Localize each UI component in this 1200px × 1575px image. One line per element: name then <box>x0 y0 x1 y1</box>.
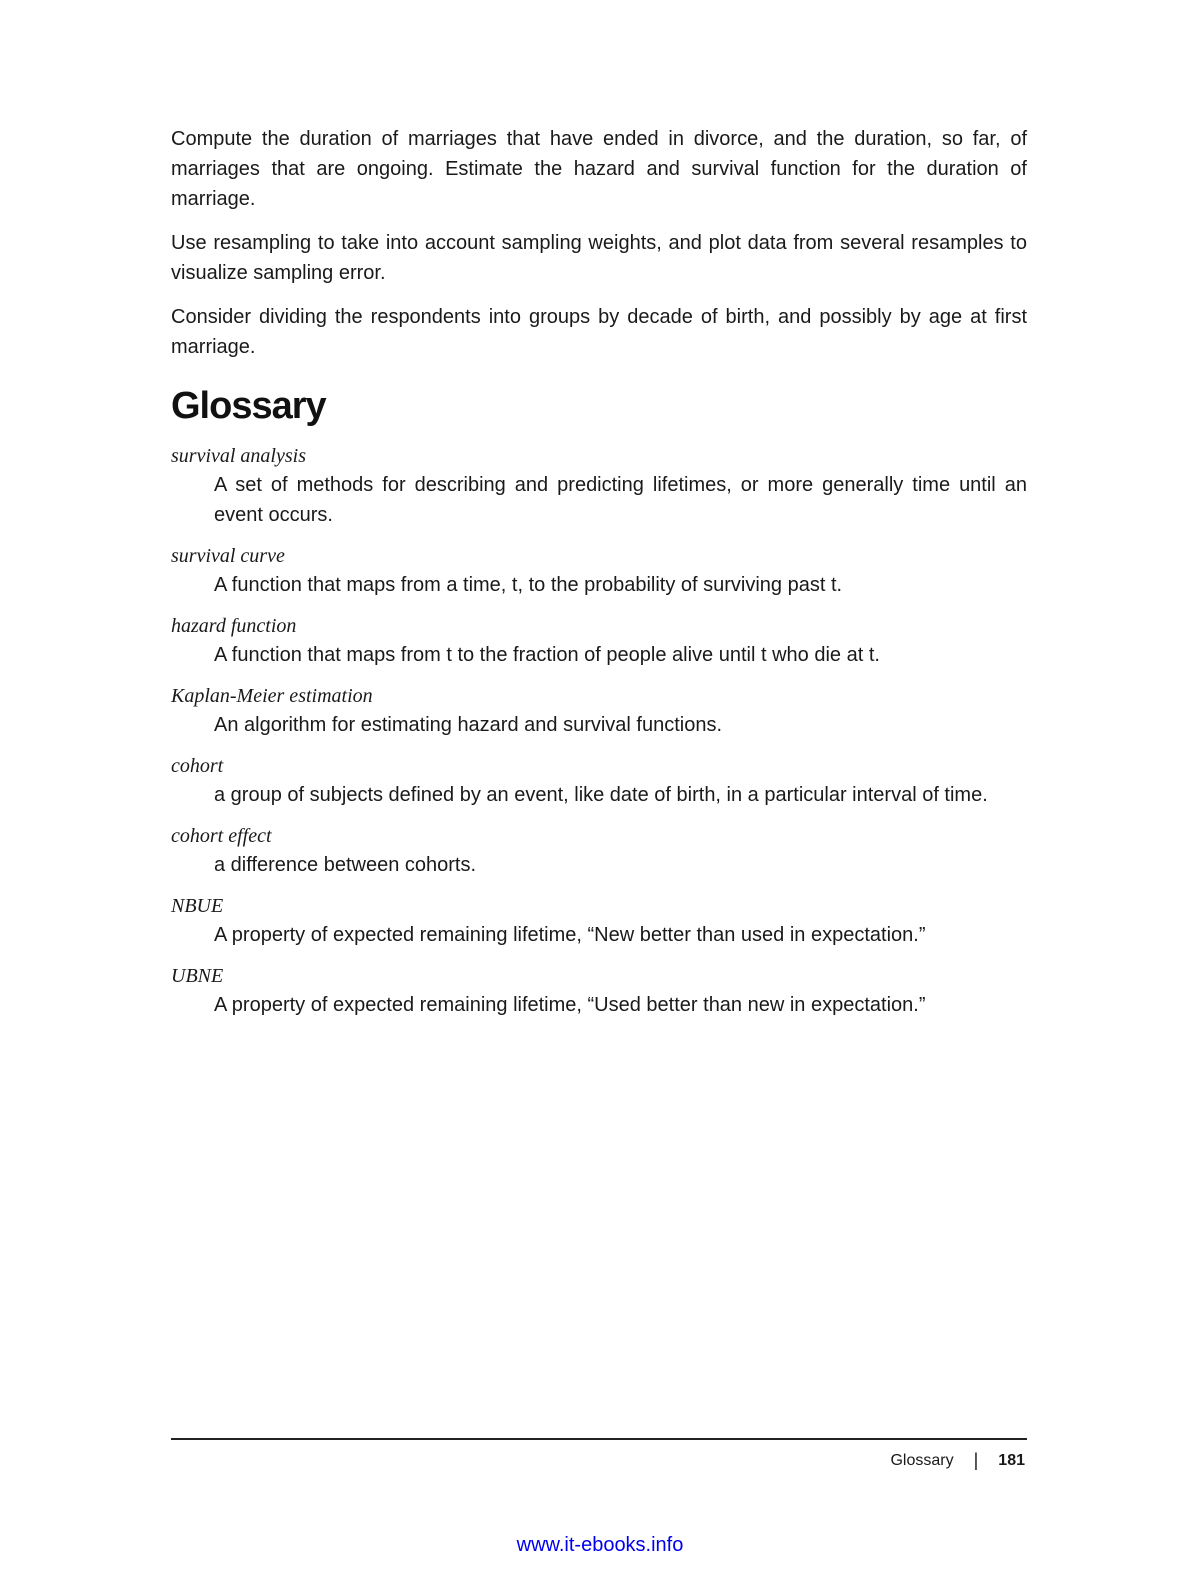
glossary-entry <box>171 682 1027 740</box>
footer-divider <box>171 1438 1027 1440</box>
glossary-term: Kaplan-Meier estimation <box>171 685 373 707</box>
glossary-entry <box>171 892 1027 950</box>
intro-paragraph-3: Consider dividing the respondents into groups by decade of birth, and possibly by age at first marriage. <box>171 306 1027 358</box>
glossary-definition: A property of expected remaining lifetime, “Used better than new in expectation.” <box>214 994 926 1016</box>
glossary-heading: Glossary <box>171 385 326 427</box>
glossary-entry <box>171 962 1027 1020</box>
glossary-definition: A property of expected remaining lifetime, “New better than used in expectation.” <box>214 924 926 946</box>
page-footer <box>890 1450 1025 1471</box>
glossary-definition: An algorithm for estimating hazard and survival functions. <box>214 714 723 736</box>
glossary-entry <box>171 612 1027 670</box>
watermark-link[interactable]: www.it-ebooks.info <box>516 1534 684 1556</box>
glossary-definition: A set of methods for describing and predicting lifetimes, or more generally time until an event occurs. <box>214 474 1027 526</box>
glossary-entry <box>171 442 1027 530</box>
glossary-term: hazard function <box>171 615 297 637</box>
glossary-definition: a difference between cohorts. <box>214 854 477 876</box>
glossary-definition: a group of subjects defined by an event, like date of birth, in a particular interval of time. <box>214 784 988 806</box>
glossary-term: NBUE <box>171 895 224 917</box>
glossary-definition: A function that maps from a time, t, to the probability of surviving past t. <box>214 574 843 596</box>
glossary-entry <box>171 822 1027 880</box>
glossary-term: survival curve <box>171 545 285 567</box>
glossary-entry <box>171 752 1027 810</box>
intro-paragraph-2: Use resampling to take into account sampling weights, and plot data from several resamples to visualize sampling error. <box>171 232 1027 284</box>
glossary-entry <box>171 542 1027 600</box>
glossary-term: cohort <box>171 755 224 777</box>
page-number: 181 <box>998 1451 1025 1469</box>
intro-paragraph-1: Compute the duration of marriages that have ended in divorce, and the duration, so far, of marriages that are ongoing. Estimate the hazard and survival function for the duration of marriage. <box>171 128 1027 210</box>
page-body <box>171 124 1027 1032</box>
footer-separator: | <box>973 1450 979 1470</box>
glossary-term: UBNE <box>171 965 224 987</box>
glossary-definition: A function that maps from t to the fraction of people alive until t who die at t. <box>214 644 880 666</box>
footer-section-title: Glossary <box>890 1451 954 1469</box>
glossary-term: survival analysis <box>171 445 306 467</box>
glossary-term: cohort effect <box>171 825 272 847</box>
